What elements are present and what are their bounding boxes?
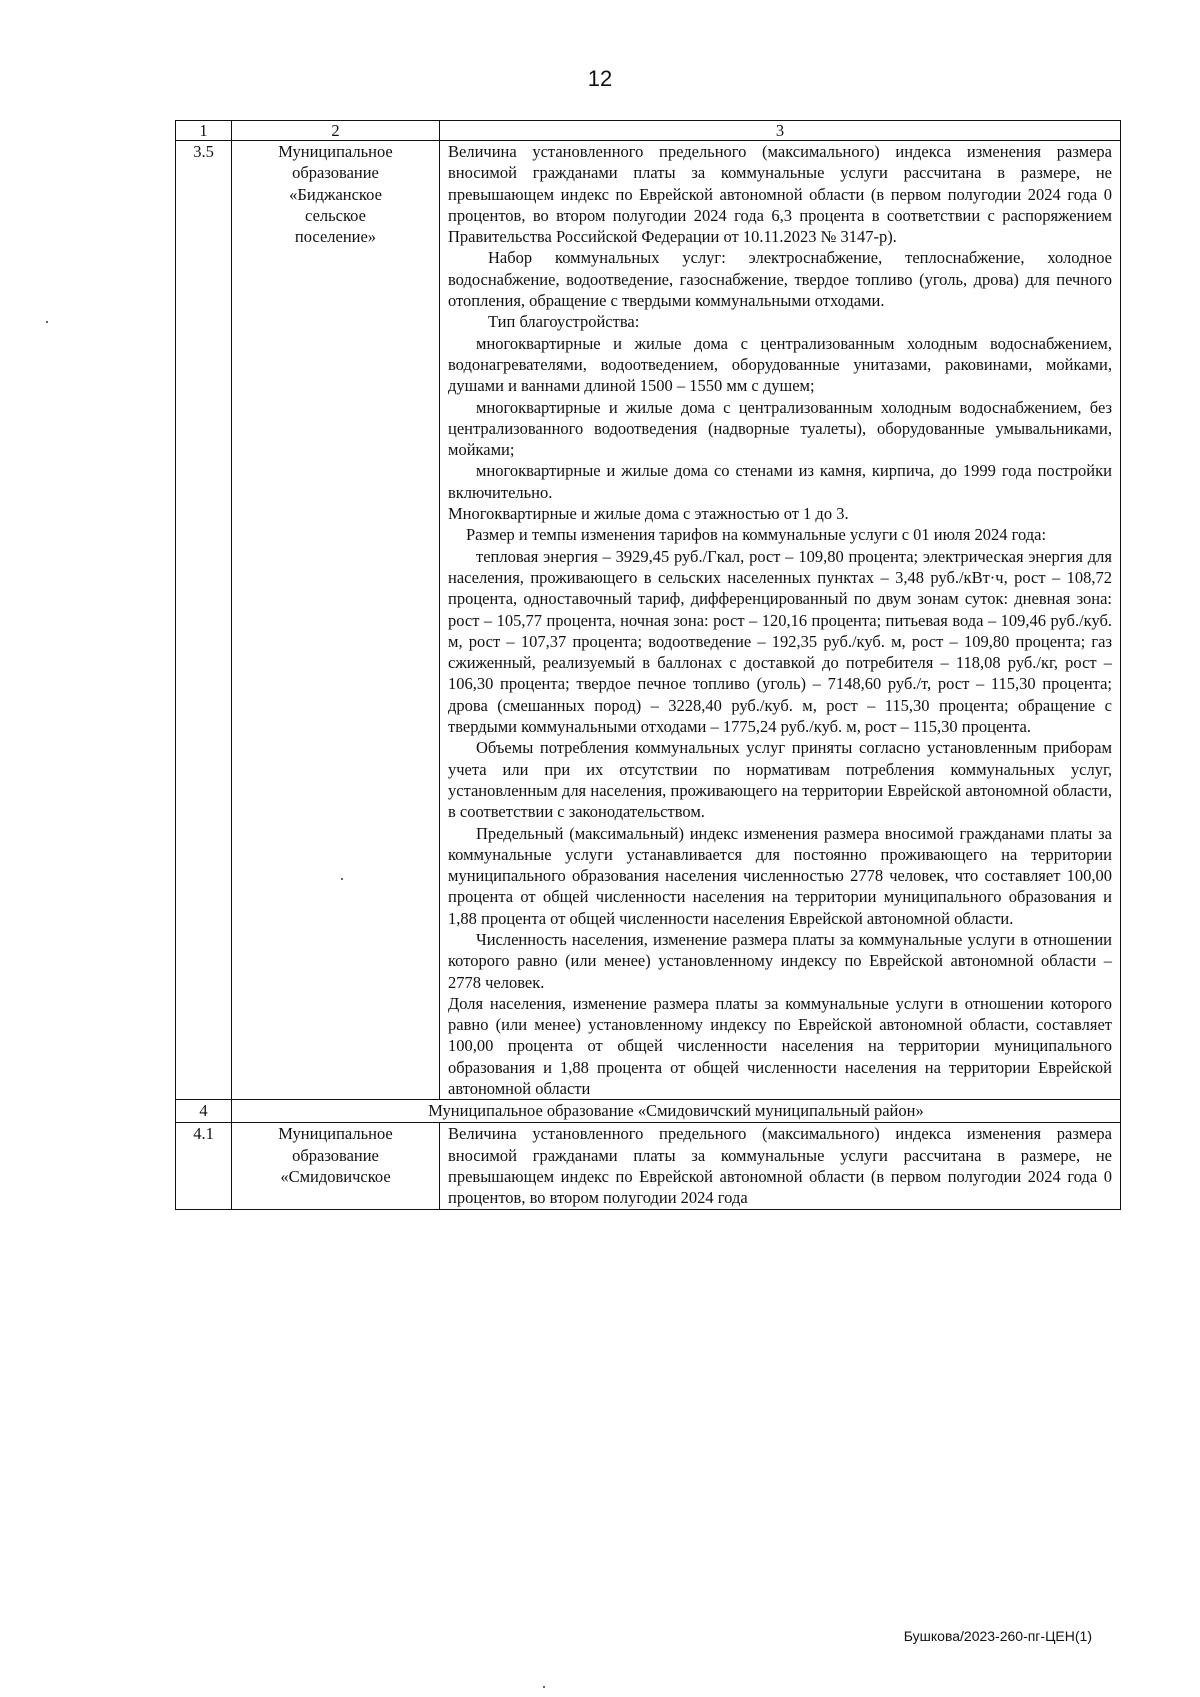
description-cell — [440, 141, 1121, 1100]
header-col-3: 3 — [440, 121, 1121, 141]
municipality-name — [232, 1123, 440, 1209]
description-cell — [440, 1123, 1121, 1209]
paragraph-population-share: Доля населения, изменение размера платы за коммунальные услуги в отношении которого равно (или менее) установленному индексу по Еврейской автономной области, составляет 100,00 процента от общей численности населения на территории муниципального образования и 1,88 процента от общей численности населения на территории Еврейской автономной области — [448, 993, 1112, 1099]
header-col-2: 2 — [232, 121, 440, 141]
name-line: образование — [292, 1145, 379, 1165]
header-row — [176, 121, 1121, 141]
document-code: Бушкова/2023-260-пг-ЦЕН(1) — [903, 1628, 1092, 1644]
name-line: Муниципальное — [278, 1124, 393, 1144]
paragraph-amenities-type-3: многоквартирные и жилые дома со стенами из камня, кирпича, до 1999 года постройки включительно. — [448, 461, 1112, 502]
scan-speck — [341, 878, 343, 880]
row-number: 3.5 — [176, 141, 232, 1100]
paragraph-amenities-type-2: многоквартирные и жилые дома с централизованным холодным водоснабжением, без централизованного водоотведения (надворные туалеты), оборудованные умывальниками, мойками; — [448, 397, 1112, 460]
section-title: Муниципальное образование «Смидовичский муниципальный район» — [232, 1100, 1121, 1123]
paragraph-floors: Многоквартирные и жилые дома с этажностью от 1 до 3. — [448, 504, 849, 524]
paragraph-index-value: Величина установленного предельного (максимального) индекса изменения размера вносимой гражданами платы за коммунальные услуги рассчитана в размере, не превышающем индекс по Еврейской автономной области (в первом полугодии 2024 года 0 процентов, во втором полугодии 2024 года — [448, 1124, 1112, 1208]
table-row — [176, 1123, 1121, 1209]
paragraph-population: Численность населения, изменение размера платы за коммунальные услуги в отношении которого равно (или менее) установленному индексу по Еврейской автономной области – 2778 человек. — [448, 929, 1112, 992]
municipality-name — [232, 141, 440, 1100]
paragraph-services-set: Набор коммунальных услуг: электроснабжение, теплоснабжение, холодное водоснабжение, водоотведение, газоснабжение, твердое топливо (уголь, дрова) для печного отопления, обращение с твердыми коммунальными отходами. — [448, 248, 1112, 311]
name-line: «Смидовичское — [280, 1166, 391, 1186]
paragraph-max-index: Предельный (максимальный) индекс изменения размера вносимой гражданами платы за коммунальные услуги устанавливается для постоянно проживающего на территории муниципального образования населения численностью 2778 человек, что составляет 100,00 процента от общей численности населения на территории муниципального образования и 1,88 процента от общей численности населения Еврейской автономной области. — [448, 823, 1112, 928]
paragraph-amenities-type-1: многоквартирные и жилые дома с централизованным холодным водоснабжением, водонагревателями, водоотведением, оборудованные унитазами, раковинами, мойками, душами и ваннами длиной 1500 – 1550 мм с душем; — [448, 333, 1112, 396]
scan-speck — [46, 321, 48, 323]
paragraph-index-value: Величина установленного предельного (максимального) индекса изменения размера вносимой гражданами платы за коммунальные услуги рассчитана в размере, не превышающем индекс по Еврейской автономной области (в первом полугодии 2024 года 0 процентов, во втором полугодии 2024 года 6,3 процента в соответствии с распоряжением Правительства Российской Федерации от 10.11.2023 № 3147-р). — [448, 142, 1112, 247]
row-number: 4.1 — [176, 1123, 232, 1209]
header-col-1: 1 — [176, 121, 232, 141]
table-row — [176, 141, 1121, 1100]
name-line: сельское — [305, 205, 366, 225]
table-row — [176, 1100, 1121, 1123]
name-line: «Биджанское — [289, 184, 382, 204]
paragraph-tariffs-heading: Размер и темпы изменения тарифов на коммунальные услуги с 01 июля 2024 года: — [466, 525, 1047, 545]
name-line: образование — [292, 163, 379, 183]
name-line: поселение» — [294, 227, 377, 247]
paragraph-tariffs: тепловая энергия – 3929,45 руб./Гкал, рост – 109,80 процента; электрическая энергия для населения, проживающего в сельских населенных пунктах – 3,48 руб./кВт·ч, рост – 108,72 процента, одноставочный тариф, дифференцированный по двум зонам суток: дневная зона: рост – 105,77 процента, ночная зона: рост – 120,16 процента; питьевая вода – 109,46 руб./куб. м, рост – 107,37 процента; водоотведение – 192,35 руб./куб. м, рост – 109,80 процента; газ сжиженный, реализуемый в баллонах с доставкой до потребителя – 118,08 руб./кг, рост – 106,30 процента; твердое печное топливо (уголь) – 7148,60 руб./т, рост – 115,30 процента; дрова (смешанных пород) – 3228,40 руб./куб. м, рост – 115,30 процента; обращение с твердыми коммунальными отходами – 1775,24 руб./куб. м, рост – 115,30 процента. — [448, 546, 1112, 737]
tariff-table — [175, 120, 1121, 1210]
paragraph-amenities-heading: Тип благоустройства: — [488, 312, 640, 332]
scan-speck — [543, 1686, 545, 1688]
name-line: Муниципальное — [278, 142, 393, 161]
paragraph-consumption: Объемы потребления коммунальных услуг приняты согласно установленным приборам учета или при их отсутствии по нормативам потребления коммунальных услуг, установленным для населения, проживающего на территории Еврейской автономной области, в соответствии с законодательством. — [448, 738, 1112, 822]
page-number: 12 — [587, 66, 613, 91]
row-number: 4 — [176, 1100, 232, 1123]
